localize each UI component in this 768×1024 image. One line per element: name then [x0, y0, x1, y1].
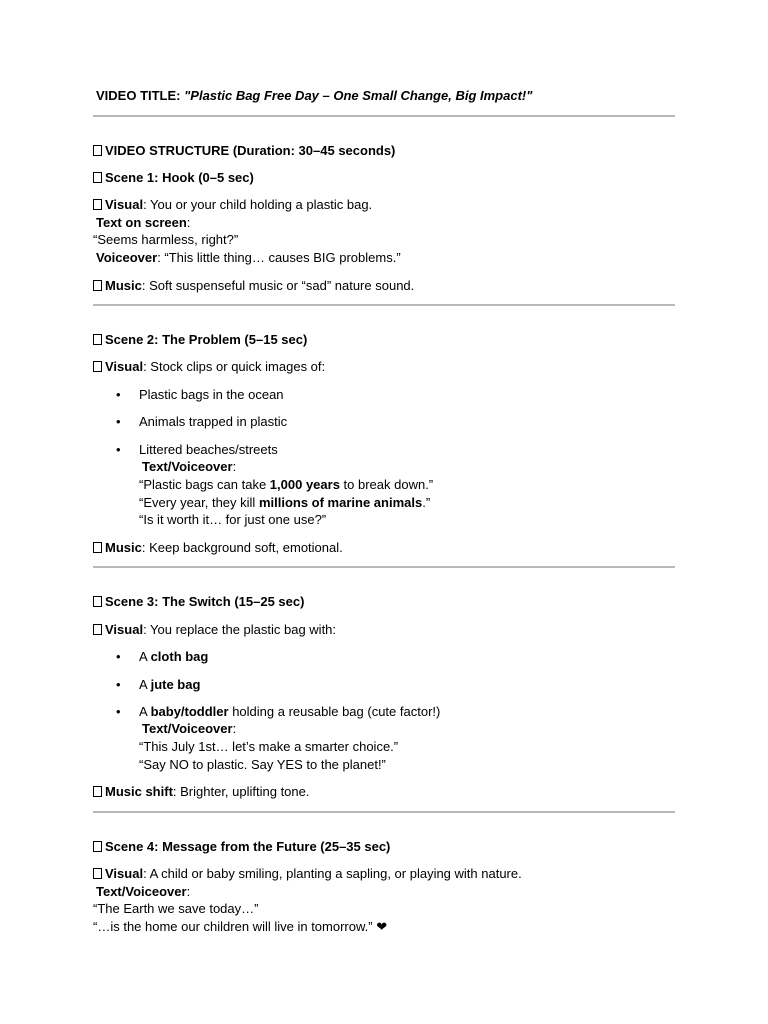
missing-glyph-icon — [93, 841, 102, 852]
missing-glyph-icon — [93, 199, 102, 210]
scene1-music: Music: Soft suspenseful music or “sad” nature sound. — [93, 277, 414, 295]
scene1-text-label: Text on screen: — [96, 215, 191, 230]
scene2-line3: “Is it worth it… for just one use?” — [139, 512, 327, 527]
structure-heading: VIDEO STRUCTURE (Duration: 30–45 seconds) — [93, 142, 395, 160]
scene4-line1: “The Earth we save today…” — [93, 901, 259, 916]
list-item: A jute bag — [139, 677, 201, 692]
video-title: VIDEO TITLE: "Plastic Bag Free Day – One Small Change, Big Impact!" — [96, 88, 533, 103]
bullet-icon: • — [116, 387, 121, 402]
list-item: A baby/toddler holding a reusable bag (cute factor!) — [139, 704, 441, 719]
scene1-text-line: “Seems harmless, right?” — [93, 232, 239, 247]
missing-glyph-icon — [93, 542, 102, 553]
scene2-music: Music: Keep background soft, emotional. — [93, 539, 343, 557]
list-item: A cloth bag — [139, 649, 209, 664]
missing-glyph-icon — [93, 361, 102, 372]
bullet-icon: • — [116, 442, 121, 457]
bullet-icon: • — [116, 414, 121, 429]
scene4-line2: “…is the home our children will live in tomorrow.” ❤ — [93, 919, 388, 934]
scene2-tv-label: Text/Voiceover: — [142, 459, 237, 474]
scene3-visual: Visual: You replace the plastic bag with: — [93, 621, 336, 639]
scene3-tv-label: Text/Voiceover: — [142, 721, 237, 736]
missing-glyph-icon — [93, 145, 102, 156]
divider — [93, 566, 675, 568]
scene3-line2: “Say NO to plastic. Say YES to the planet!” — [139, 757, 386, 772]
list-item: Littered beaches/streets — [139, 442, 278, 457]
list-item: Plastic bags in the ocean — [139, 387, 284, 402]
scene4-heading: Scene 4: Message from the Future (25–35 sec) — [93, 838, 390, 856]
missing-glyph-icon — [93, 596, 102, 607]
bullet-icon: • — [116, 649, 121, 664]
divider — [93, 115, 675, 117]
scene3-music: Music shift: Brighter, uplifting tone. — [93, 783, 310, 801]
scene2-heading: Scene 2: The Problem (5–15 sec) — [93, 331, 307, 349]
missing-glyph-icon — [93, 280, 102, 291]
missing-glyph-icon — [93, 624, 102, 635]
bullet-icon: • — [116, 677, 121, 692]
scene4-visual: Visual: A child or baby smiling, planting a sapling, or playing with nature. — [93, 865, 522, 883]
bullet-icon: • — [116, 704, 121, 719]
missing-glyph-icon — [93, 786, 102, 797]
missing-glyph-icon — [93, 334, 102, 345]
missing-glyph-icon — [93, 868, 102, 879]
scene2-line2: “Every year, they kill millions of marine animals.” — [139, 495, 431, 510]
scene1-voiceover: Voiceover: “This little thing… causes BIG problems.” — [96, 250, 401, 265]
scene2-visual: Visual: Stock clips or quick images of: — [93, 358, 325, 376]
divider — [93, 811, 675, 813]
missing-glyph-icon — [93, 172, 102, 183]
divider — [93, 304, 675, 306]
scene3-heading: Scene 3: The Switch (15–25 sec) — [93, 593, 304, 611]
scene3-line1: “This July 1st… let’s make a smarter choice.” — [139, 739, 399, 754]
scene4-tv-label: Text/Voiceover: — [96, 884, 191, 899]
scene2-line1: “Plastic bags can take 1,000 years to break down.” — [139, 477, 434, 492]
scene1-heading: Scene 1: Hook (0–5 sec) — [93, 169, 254, 187]
scene1-visual: Visual: You or your child holding a plastic bag. — [93, 196, 372, 214]
list-item: Animals trapped in plastic — [139, 414, 288, 429]
